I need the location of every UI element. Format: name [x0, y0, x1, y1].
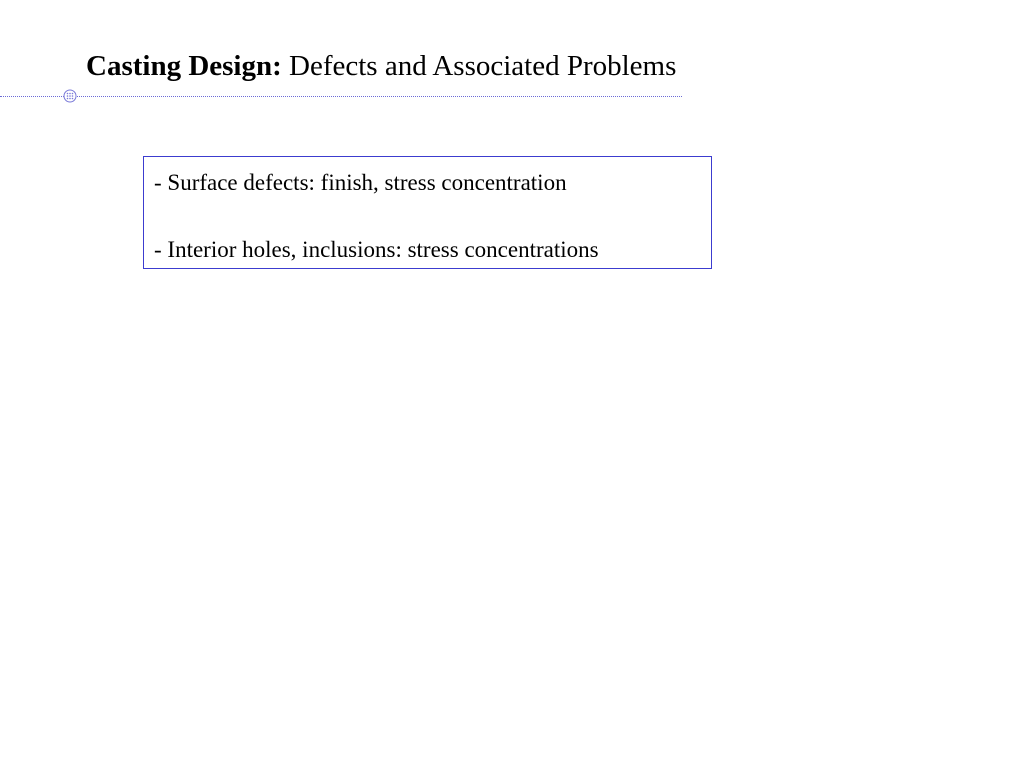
dotted-circle-icon — [63, 89, 77, 103]
slide-title — [86, 46, 676, 86]
title-divider — [0, 96, 682, 97]
content-text-box — [143, 156, 712, 269]
bullet-item-surface-defects: - Surface defects: finish, stress concentration — [154, 170, 567, 195]
slide-title-bold: Casting Design: — [86, 50, 282, 82]
bullet-item-interior-holes: - Interior holes, inclusions: stress concentrations — [154, 237, 599, 262]
slide-title-rest: Defects and Associated Problems — [289, 50, 677, 82]
